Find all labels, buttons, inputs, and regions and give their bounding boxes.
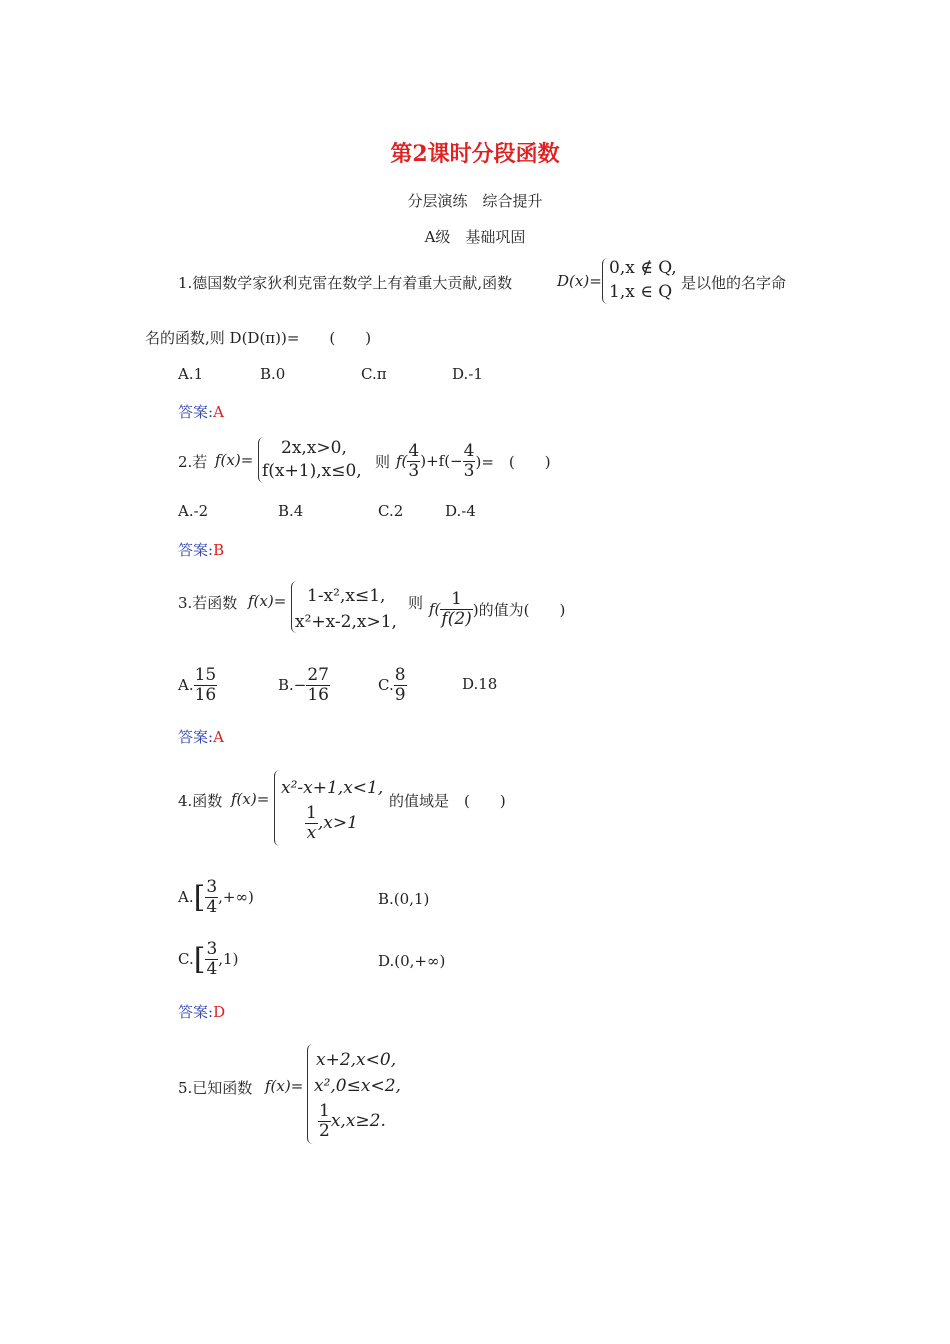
q4-function-name: f(x)= <box>231 790 270 808</box>
q2-fraction-1 <box>407 442 420 480</box>
answer-label: 答案: <box>178 728 214 746</box>
q5-case-3-condition: x,x≥2. <box>330 1111 386 1131</box>
q5-case-3-fraction <box>318 1102 331 1140</box>
answer-label: 答案: <box>178 541 214 559</box>
fraction-denominator: 3 <box>408 460 420 481</box>
option-rest: ,1) <box>218 950 239 968</box>
q2-option-b: B.4 <box>278 502 304 520</box>
page-title: 第2课时分段函数 <box>390 141 560 167</box>
q5-prefix: 5.已知函数 <box>178 1079 253 1097</box>
q2-fraction-2 <box>463 442 476 480</box>
fraction-numerator: 8 <box>394 664 406 685</box>
q1-answer <box>178 401 224 422</box>
answer-value: B <box>213 541 225 559</box>
q1-prefix: 1.德国数学家狄利克雷在数学上有着重大贡献,函数 <box>178 274 513 292</box>
fraction-numerator: 15 <box>194 664 217 685</box>
fraction-denominator: 4 <box>206 958 218 979</box>
q1-option-a: A.1 <box>178 365 204 383</box>
fraction-numerator: 27 <box>307 664 329 685</box>
q4-brace <box>274 770 281 846</box>
q1-option-b: B.0 <box>260 365 286 383</box>
option-fraction <box>205 940 218 978</box>
q2-function-name: f(x)= <box>215 451 254 469</box>
q3-fraction <box>440 590 472 628</box>
q4-case-1: x²-x+1,x<1, <box>281 778 384 798</box>
option-label: C. <box>178 950 194 968</box>
fraction-numerator: 4 <box>408 440 420 461</box>
q1-case-1: 0,x ∉ Q, <box>609 258 677 278</box>
q5-case-2: x²,0≤x<2, <box>314 1076 401 1096</box>
fraction-numerator: 1 <box>319 1100 330 1121</box>
fraction-denominator: 2 <box>319 1120 330 1141</box>
q2-expression <box>396 436 551 486</box>
q4-option-c <box>178 934 238 984</box>
q4-case-2-condition: ,x>1 <box>317 813 358 833</box>
option-label: B.− <box>278 676 307 694</box>
left-bracket-glyph: [ <box>193 941 206 977</box>
q2-answer <box>178 539 224 560</box>
q3-prefix: 3.若函数 <box>178 594 238 612</box>
q1-line-2: 名的函数,则 D(D(π))= ( ) <box>145 329 372 347</box>
q1-case-2: 1,x ∈ Q <box>609 282 673 302</box>
option-rest: ,+∞) <box>218 888 254 906</box>
q1-option-c: C.π <box>361 365 387 383</box>
q5-case-1: x+2,x<0, <box>316 1050 397 1070</box>
option-fraction <box>306 666 330 704</box>
option-fraction <box>194 666 218 704</box>
q2-prefix: 2.若 <box>178 453 208 471</box>
q2-option-c: C.2 <box>378 502 404 520</box>
q2-option-a: A.-2 <box>178 502 209 520</box>
q3-case-1: 1-x²,x≤1, <box>307 586 386 606</box>
fraction-numerator: 4 <box>463 440 475 461</box>
q1-function-name: D(x)= <box>557 272 602 290</box>
q1-option-d: D.-1 <box>452 365 483 383</box>
fraction-denominator: x <box>306 822 317 843</box>
q3-option-c <box>378 660 407 710</box>
q3-option-b <box>278 660 330 710</box>
q1-brace <box>602 258 609 304</box>
subtitle: 分层演练 综合提升 <box>407 192 543 210</box>
q4-option-d: D.(0,+∞) <box>378 952 446 970</box>
q2-case-1: 2x,x>0, <box>281 438 347 458</box>
left-bracket-glyph: [ <box>193 879 206 915</box>
answer-label: 答案: <box>178 403 214 421</box>
q2-plus: )+f(− <box>420 452 463 470</box>
q3-function-name: f(x)= <box>248 592 287 610</box>
fraction-numerator: 1 <box>440 590 472 610</box>
option-fraction <box>205 878 218 916</box>
fraction-denominator: 9 <box>394 684 406 705</box>
q3-then: 则 <box>408 594 424 612</box>
q3-option-a <box>178 660 217 710</box>
option-label: C. <box>378 676 394 694</box>
q5-brace <box>307 1044 314 1144</box>
fraction-numerator: 1 <box>306 802 317 823</box>
option-label: A. <box>178 888 194 906</box>
q3-f-open: f( <box>429 600 441 618</box>
answer-value: A <box>213 728 224 746</box>
fraction-denominator: 16 <box>307 684 329 705</box>
q4-case-2-fraction <box>305 804 318 842</box>
q4-option-a <box>178 872 254 922</box>
level-heading: A级 基础巩固 <box>424 228 526 246</box>
fraction-denominator: 4 <box>206 896 218 917</box>
q2-suffix: )= ( ) <box>475 452 551 471</box>
q5-case-3 <box>318 1098 386 1144</box>
fraction-denominator: 3 <box>463 460 475 481</box>
q4-case-2 <box>305 800 358 846</box>
q4-prefix: 4.函数 <box>178 792 223 810</box>
fraction-numerator: 3 <box>206 876 218 897</box>
q3-case-2: x²+x-2,x>1, <box>295 612 397 632</box>
q4-answer <box>178 1001 225 1022</box>
q4-suffix: 的值域是 ( ) <box>389 792 506 810</box>
fraction-numerator: 3 <box>206 938 218 959</box>
q1-suffix: 是以他的名字命 <box>681 274 787 292</box>
fraction-denominator: 16 <box>194 684 217 705</box>
q3-expression <box>429 584 565 634</box>
q2-then: 则 <box>375 453 391 471</box>
q5-function-name: f(x)= <box>265 1077 304 1095</box>
answer-value: D <box>213 1003 226 1021</box>
answer-label: 答案: <box>178 1003 214 1021</box>
q2-f-open: f( <box>396 452 408 470</box>
q3-option-d: D.18 <box>462 675 498 693</box>
q2-option-d: D.-4 <box>445 502 476 520</box>
q3-suffix: )的值为( ) <box>472 600 566 619</box>
option-fraction <box>394 666 407 704</box>
answer-value: A <box>213 403 224 421</box>
q3-answer <box>178 726 224 747</box>
q2-case-2: f(x+1),x≤0, <box>262 461 362 481</box>
q4-option-b: B.(0,1) <box>378 890 430 908</box>
option-label: A. <box>178 676 194 694</box>
fraction-denominator: f(2) <box>441 608 472 629</box>
